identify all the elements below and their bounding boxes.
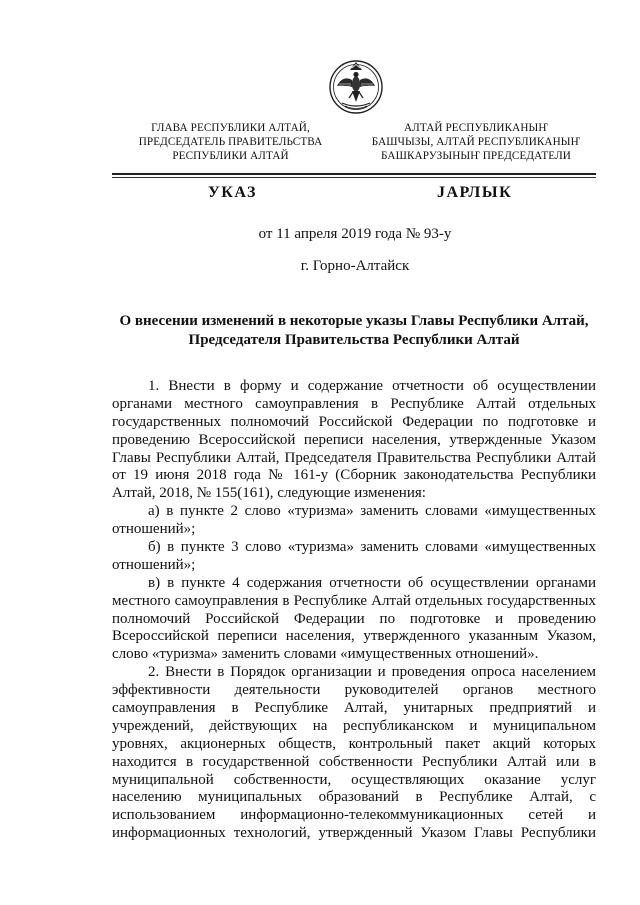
- body-line: местного самоуправления в Республике Алтай отдельных государственных: [112, 592, 596, 609]
- header-left-ru: [128, 121, 333, 163]
- body-line: Главы Республики Алтай, Председателя Правительства Республики Алтай: [112, 449, 596, 466]
- body-line: 1. Внести в форму и содержание отчетности об осуществлении: [148, 378, 596, 394]
- header-right-alt: [356, 121, 596, 163]
- body-line: эффективности деятельности руководителей органов местного: [112, 682, 596, 699]
- body-line: уровнях, акционерных обществ, контрольный пакет акций которых: [112, 735, 596, 752]
- body-line: а) в пункте 2 слово «туризма» заменить словами «имущественных: [148, 503, 596, 520]
- header-right-line: БАШЧЫЗЫ, АЛТАЙ РЕСПУБЛИКАНЫҤ: [371, 136, 581, 148]
- document-title: [112, 312, 596, 350]
- title-line: Председателя Правительства Республики Алтай: [188, 332, 520, 348]
- body-line: отношений»;: [112, 556, 196, 573]
- body-line: проведению Всероссийской переписи населения, утвержденные Указом: [112, 431, 596, 448]
- body-line: населению муниципальных образований в Республике Алтай, с: [112, 789, 596, 806]
- header-divider-thin: [112, 177, 596, 178]
- body-line: полномочий Российской Федерации по подготовке и проведению: [112, 610, 596, 627]
- body-line: 2. Внести в Порядок организации и проведения опроса населением: [148, 664, 596, 681]
- date-number-line: от 11 апреля 2019 года № 93-у: [258, 226, 452, 242]
- body-line: от 19 июня 2018 года № 161-у (Сборник законодательства Республики: [112, 467, 596, 484]
- city-line: г. Горно-Алтайск: [300, 258, 410, 274]
- body-line: находится в государственной собственности Республики Алтай или в: [112, 753, 596, 770]
- body-line: информационных технологий, утвержденный Указом Главы Республики: [112, 825, 596, 842]
- title-line: О внесении изменений в некоторые указы Главы Республики Алтай,: [119, 313, 589, 329]
- header-right-line: АЛТАЙ РЕСПУБЛИКАНЫҤ: [403, 122, 549, 134]
- body-line: государственных полномочий Российской Федерации по подготовке и: [112, 413, 596, 430]
- body-line: самоуправления в Республике Алтай, унитарных предприятий и: [112, 700, 596, 717]
- document-body: [112, 378, 596, 843]
- header-left-line: ПРЕДСЕДАТЕЛЬ ПРАВИТЕЛЬСТВА: [138, 136, 323, 148]
- header-right-line: БАШКАРУЗЫНЫҤ ПРЕДСЕДАТЕЛИ: [381, 150, 571, 162]
- body-line: использованием информационно-телекоммуникационных сетей и: [112, 807, 596, 824]
- body-line: Алтай, 2018, № 155(161), следующие изменения:: [112, 485, 426, 502]
- header-left-line: ГЛАВА РЕСПУБЛИКИ АЛТАЙ,: [151, 122, 310, 134]
- body-line: б) в пункте 3 слово «туризма» заменить словами «имущественных: [148, 539, 596, 556]
- body-line: в) в пункте 4 содержания отчетности об осуществлении органами: [148, 574, 596, 591]
- body-line: слово «туризма» заменить словами «имущественных отношений».: [112, 646, 539, 663]
- coat-of-arms-emblem: [328, 56, 384, 118]
- act-type-alt: JАРЛЫК: [437, 184, 513, 201]
- header-divider-thick: [112, 173, 596, 175]
- body-line: учреждений, действующих на республиканском и муниципальном: [112, 717, 596, 734]
- act-type-ru: УКАЗ: [208, 184, 257, 201]
- body-line: отношений»;: [112, 521, 196, 538]
- header-left-line: РЕСПУБЛИКИ АЛТАЙ: [172, 150, 289, 162]
- body-line: муниципальной собственности, осуществляющих оказание услуг: [112, 771, 596, 788]
- body-line: Всероссийской переписи населения, утвержденного указанным Указом,: [112, 628, 596, 645]
- body-line: органами местного самоуправления в Республике Алтай отдельных: [112, 395, 596, 412]
